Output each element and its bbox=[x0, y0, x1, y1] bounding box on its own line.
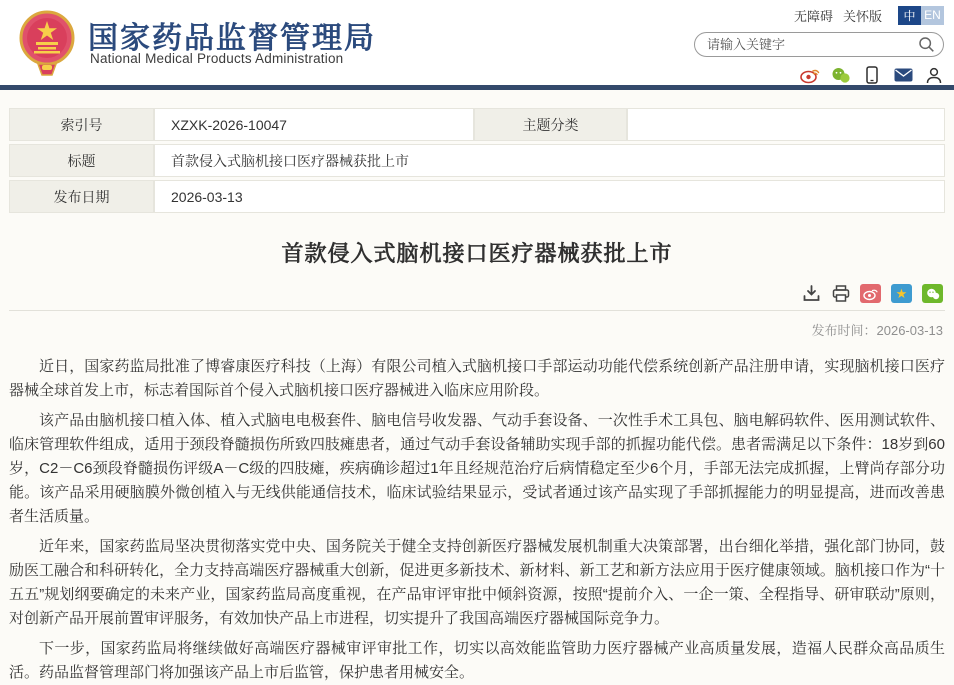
publish-date-value: 2026-03-13 bbox=[154, 180, 945, 213]
header-right bbox=[694, 5, 944, 84]
user-icon[interactable] bbox=[924, 66, 944, 84]
document-info-table bbox=[9, 108, 945, 213]
publish-time bbox=[9, 320, 945, 339]
table-row bbox=[9, 180, 945, 213]
table-row bbox=[9, 144, 945, 177]
article-paragraph: 近年来，国家药监局坚决贯彻落实党中央、国务院关于健全支持创新医疗器械发展机制重大决策部署，出台细化举措，强化部门协同，鼓励医工融合和科研转化，全力支持高端医疗器械重大创新，促进更多新技术、新材料、新工艺和新方法应用于医疗健康领域。脑机接口作为“十五五”规划纲要确定的未来产业，国家药监局高度重视，在产品审评审批中倾斜资源，按照“提前介入、一企一策、全程指导、研审联动”原则，对创新产品开展前置审评服务，有效加快产品上市进程，切实提升了我国高端医疗器械国际竞争力。 bbox=[9, 538, 945, 627]
share-weibo-icon[interactable] bbox=[860, 284, 881, 303]
article-paragraph: 该产品由脑机接口植入体、植入式脑电电极套件、脑电信号收发器、气动手套设备、一次性手术工具包、脑电解码软件、医用测试软件、临床管理软件组成，适用于颈段脊髓损伤所致四肢瘫患者，通过气动手套设备辅助实现手部的抓握功能代偿。患者需满足以下条件：18岁到60岁，C2－C6颈段脊髓损伤评级A－C级的四肢瘫，疾病确诊超过1年且经规范治疗后病情稳定至少6个月，手部无法完成抓握，上臂尚存部分功能。该产品采用硬脑膜外微创植入与无线供能通信技术，临床试验结果显示，受试者通过该产品实现了手部抓握能力的明显提高，进而改善患者生活质量。 bbox=[9, 412, 945, 525]
article-actions bbox=[9, 284, 945, 311]
publish-time-value: 2026-03-13 bbox=[876, 323, 943, 338]
share-wechat-icon[interactable] bbox=[922, 284, 943, 303]
language-toggle bbox=[898, 6, 944, 25]
article-paragraph: 近日，国家药监局批准了博睿康医疗科技（上海）有限公司植入式脑机接口手部运动功能代偿系统创新产品注册申请，实现脑机接口医疗器械全球首发上市，标志着国际首个侵入式脑机接口医疗器械进入临床应用阶段。 bbox=[9, 358, 945, 399]
wechat-icon[interactable] bbox=[831, 66, 851, 84]
weibo-icon[interactable] bbox=[800, 66, 820, 84]
site-header bbox=[0, 0, 954, 90]
article-paragraph: 下一步，国家药监局将继续做好高端医疗器械审评审批工作，切实以高效能监管助力医疗器械产业高质量发展，造福人民群众高品质生活。药品监督管理部门将加强该产品上市后监管，保护患者用械安全。 bbox=[9, 640, 945, 681]
publish-time-label: 发布时间： bbox=[811, 323, 877, 338]
site-title: 国家药品监督管理局 bbox=[88, 22, 376, 55]
care-version-link[interactable]: 关怀版 bbox=[842, 8, 882, 24]
print-icon[interactable] bbox=[831, 285, 850, 303]
search-icon[interactable] bbox=[918, 36, 935, 53]
title-label: 标题 bbox=[9, 144, 154, 177]
search-input[interactable] bbox=[707, 37, 918, 52]
publish-date-label: 发布日期 bbox=[9, 180, 154, 213]
mail-icon[interactable] bbox=[893, 66, 913, 84]
download-icon[interactable] bbox=[802, 285, 821, 303]
site-subtitle: National Medical Products Administration bbox=[90, 51, 344, 66]
index-number-value: XZXK-2026-10047 bbox=[154, 108, 474, 141]
main-content bbox=[0, 90, 954, 685]
topic-category-value bbox=[627, 108, 945, 141]
article-body bbox=[9, 355, 945, 685]
national-emblem bbox=[18, 9, 76, 79]
lang-zh-button[interactable]: 中 bbox=[898, 6, 921, 25]
index-number-label: 索引号 bbox=[9, 108, 154, 141]
search-bar[interactable] bbox=[694, 32, 944, 57]
mobile-icon[interactable] bbox=[862, 66, 882, 84]
header-social-icons bbox=[694, 66, 944, 84]
lang-en-button[interactable]: EN bbox=[921, 6, 944, 25]
topic-category-label: 主题分类 bbox=[474, 108, 627, 141]
table-row bbox=[9, 108, 945, 141]
article-title: 首款侵入式脑机接口医疗器械获批上市 bbox=[281, 241, 673, 266]
accessibility-link[interactable]: 无障碍 bbox=[793, 8, 833, 24]
share-qzone-icon[interactable]: ★ bbox=[891, 284, 912, 303]
title-value: 首款侵入式脑机接口医疗器械获批上市 bbox=[154, 144, 945, 177]
